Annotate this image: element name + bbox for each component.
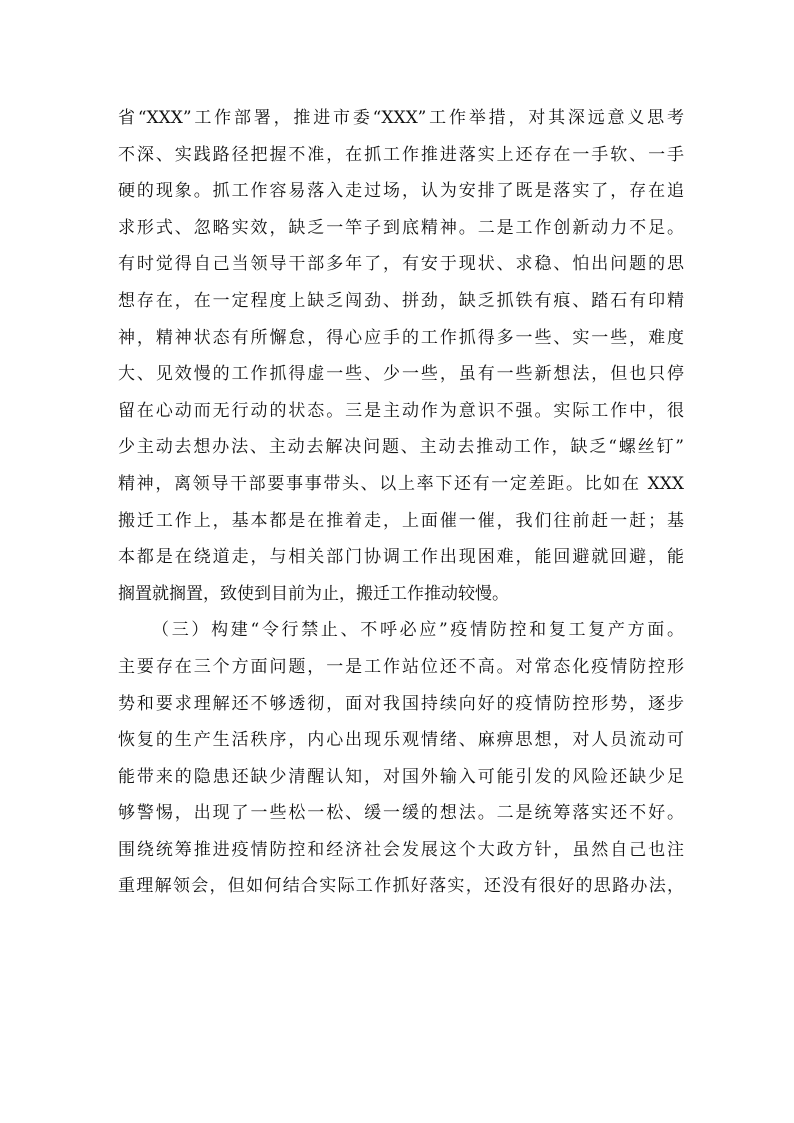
text-line: 大、见效慢的工作抓得虚一些、少一些，虽有一些新想法，但也只停 bbox=[118, 364, 684, 385]
text-line: 省“XXX”工作部署，推进市委“XXX”工作举措，对其深远意义思考 bbox=[118, 108, 684, 128]
text-line: 神，精神状态有所懈怠，得心应手的工作抓得多一些、实一些，难度 bbox=[118, 327, 684, 348]
text-line: 留在心动而无行动的状态。三是主动作为意识不强。实际工作中，很 bbox=[118, 400, 684, 421]
text-line: 求形式、忽略实效，缺乏一竿子到底精神。二是工作创新动力不足。 bbox=[118, 217, 684, 238]
text-line: 不深、实践路径把握不准，在抓工作推进落实上还存在一手软、一手 bbox=[118, 144, 684, 165]
text-line: 重理解领会，但如何结合实际工作抓好落实，还没有很好的思路办法， bbox=[118, 876, 684, 897]
text-line: 精神，离领导干部要事事带头、以上率下还有一定差距。比如在 XXX bbox=[118, 473, 684, 494]
text-line: 硬的现象。抓工作容易落入走过场，认为安排了既是落实了，存在追 bbox=[118, 181, 684, 202]
text-line: 主要存在三个方面问题，一是工作站位还不高。对常态化疫情防控形 bbox=[118, 656, 684, 677]
text-line: 能带来的隐患还缺少清醒认知，对国外输入可能引发的风险还缺少足 bbox=[118, 766, 684, 787]
text-line: 少主动去想办法、主动去解决问题、主动去推动工作，缺乏“螺丝钉” bbox=[118, 437, 684, 458]
text-line: 有时觉得自己当领导干部多年了，有安于现状、求稳、怕出问题的思 bbox=[118, 254, 684, 275]
text-line: 围绕统筹推进疫情防控和经济社会发展这个大政方针，虽然自己也注 bbox=[118, 839, 684, 860]
paragraph-end-line: 搁置就搁置，致使到目前为止，搬迁工作推动较慢。 bbox=[118, 583, 509, 604]
body-text bbox=[118, 100, 684, 905]
section-heading-line: （三）构建“令行禁止、不呼必应”疫情防控和复工复产方面。 bbox=[152, 620, 684, 641]
text-line: 本都是在绕道走，与相关部门协调工作出现困难，能回避就回避，能 bbox=[118, 547, 684, 568]
text-line: 恢复的生产生活秩序，内心出现乐观情绪、麻痹思想，对人员流动可 bbox=[118, 730, 684, 751]
text-line: 搬迁工作上，基本都是在推着走，上面催一催，我们往前赶一赶；基 bbox=[118, 510, 684, 531]
text-line: 够警惕，出现了一些松一松、缓一缓的想法。二是统筹落实还不好。 bbox=[118, 803, 684, 824]
text-line: 想存在，在一定程度上缺乏闯劲、拼劲，缺乏抓铁有痕、踏石有印精 bbox=[118, 290, 684, 311]
text-line: 势和要求理解还不够透彻，面对我国持续向好的疫情防控形势，逐步 bbox=[118, 693, 684, 714]
